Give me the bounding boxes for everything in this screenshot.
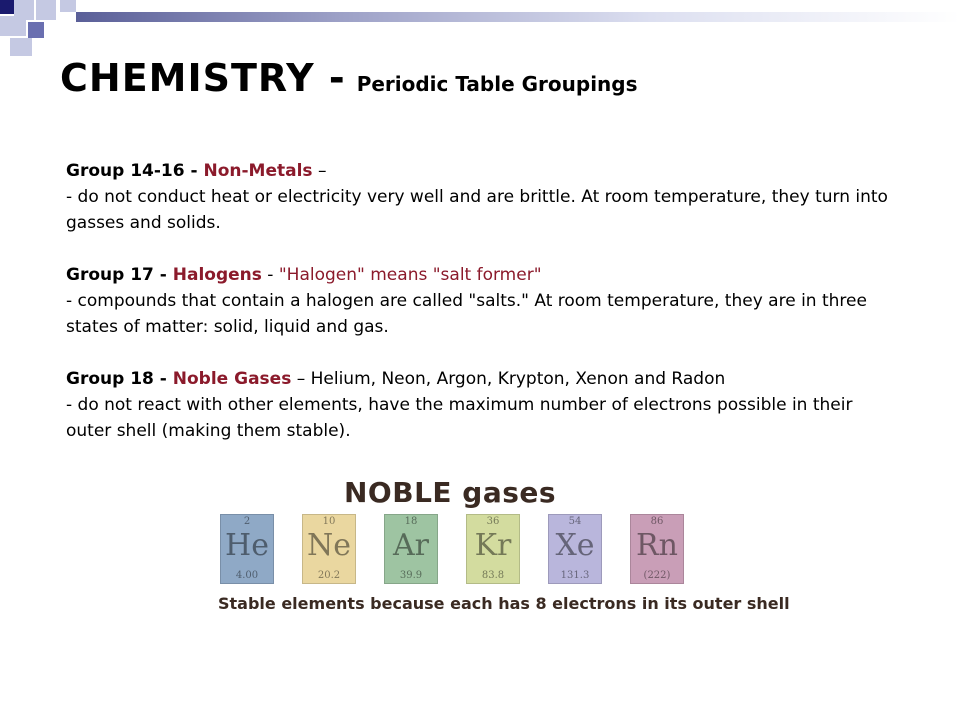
element-tile-rn <box>630 514 684 584</box>
element-tile-he <box>220 514 274 584</box>
group-description: - compounds that contain a halogen are called "salts." At room temperature, they are in three states of matter: solid, liquid and gas. <box>66 291 867 337</box>
group-label: Group 17 - <box>66 265 173 285</box>
group-suffix: – <box>312 161 327 181</box>
element-symbol: He <box>225 528 269 563</box>
group-suffix: - <box>261 265 279 285</box>
decor-square <box>10 38 32 56</box>
group-suffix: – Helium, Neon, Argon, Krypton, Xenon and Radon <box>291 369 726 389</box>
decor-square <box>28 22 44 38</box>
group-quote: "Halogen" means "salt former" <box>278 265 542 285</box>
element-tile-ar <box>384 514 438 584</box>
atomic-number: 18 <box>404 516 418 527</box>
group-label: Group 18 - <box>66 369 173 389</box>
figure-caption: Stable elements because each has 8 electrons in its outer shell <box>218 594 790 613</box>
group-name: Non-Metals <box>203 161 313 181</box>
group-description: - do not conduct heat or electricity very well and are brittle. At room temperature, they turn into gasses and solids. <box>66 187 888 233</box>
element-symbol: Kr <box>474 528 512 563</box>
decor-square <box>0 16 26 36</box>
element-tile-ne <box>302 514 356 584</box>
slide-title <box>60 56 638 100</box>
element-symbol: Xe <box>555 528 595 563</box>
group-label: Group 14-16 - <box>66 161 204 181</box>
atomic-number: 36 <box>486 516 500 527</box>
title-main: CHEMISTRY - <box>60 56 346 100</box>
element-tile-kr <box>466 514 520 584</box>
group-name: Noble Gases <box>172 369 292 389</box>
content-body <box>66 158 896 470</box>
atomic-number: 10 <box>322 516 336 527</box>
section-noble-gases <box>66 366 896 444</box>
atomic-mass: 131.3 <box>560 570 590 581</box>
decor-square <box>0 0 14 14</box>
section-halogens <box>66 262 896 340</box>
atomic-mass: 4.00 <box>235 570 259 581</box>
element-symbol: Rn <box>636 528 678 563</box>
section-non-metals <box>66 158 896 236</box>
figure-title: NOBLE gases <box>344 476 557 509</box>
group-description: - do not react with other elements, have the maximum number of electrons possible in their outer shell (making them stable). <box>66 395 853 441</box>
element-symbol: Ne <box>306 528 351 563</box>
atomic-mass: 83.8 <box>481 570 505 581</box>
atomic-number: 54 <box>568 516 582 527</box>
atomic-mass: (222) <box>643 570 671 581</box>
atomic-mass: 20.2 <box>317 570 341 581</box>
atomic-number: 2 <box>243 516 251 527</box>
decor-square <box>60 0 76 12</box>
header-gradient-bar <box>76 12 960 22</box>
noble-gases-figure <box>216 476 790 616</box>
element-symbol: Ar <box>392 528 429 563</box>
element-tile-xe <box>548 514 602 584</box>
atomic-number: 86 <box>650 516 664 527</box>
title-sub: Periodic Table Groupings <box>356 72 638 96</box>
group-name: Halogens <box>172 265 262 285</box>
atomic-mass: 39.9 <box>399 570 423 581</box>
decor-square <box>36 0 56 20</box>
